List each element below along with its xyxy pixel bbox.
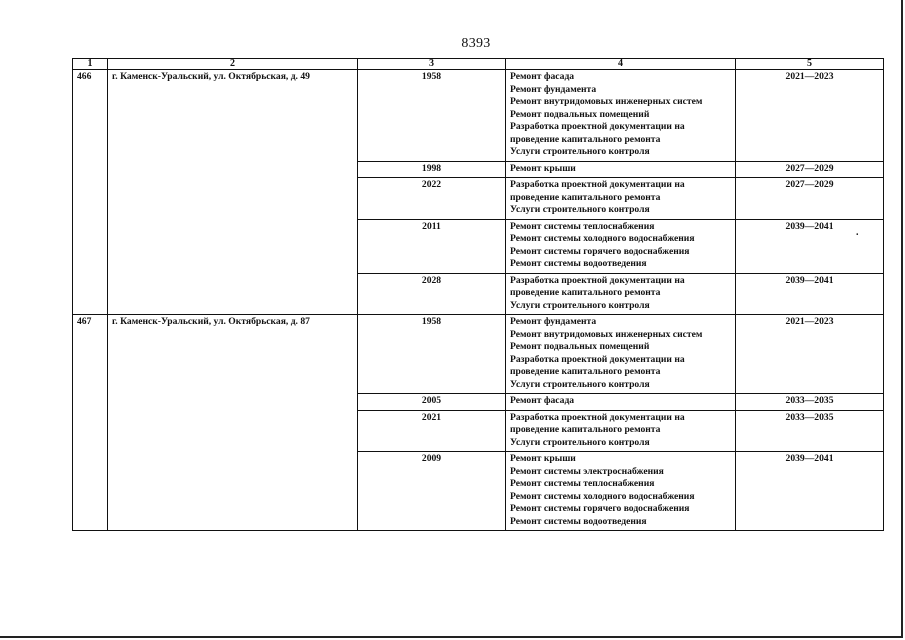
entry-works xyxy=(506,161,736,178)
entry-year: 1958 xyxy=(358,315,506,394)
table-body xyxy=(73,70,884,531)
work-item: проведение капитального ремонта xyxy=(510,287,661,298)
entry-year: 2011 xyxy=(358,219,506,273)
entry-works xyxy=(506,219,736,273)
entry-period: 2021—2023 xyxy=(736,70,884,162)
work-item: Услуги строительного контроля xyxy=(510,299,650,311)
entry-period: 2039—2041 xyxy=(736,273,884,315)
entry-works xyxy=(506,410,736,452)
entry-works xyxy=(506,452,736,531)
entry-works xyxy=(506,70,736,162)
entry-period: 2021—2023 xyxy=(736,315,884,394)
column-header-1: 1 xyxy=(73,59,108,70)
entry-year: 2021 xyxy=(358,410,506,452)
work-item: Ремонт фундамента xyxy=(510,83,597,95)
page-number: 8393 xyxy=(461,36,491,51)
entry-period: 2027—2029 xyxy=(736,161,884,178)
work-item: проведение капитального ремонта xyxy=(510,366,661,377)
entry-period: 2039—2041 xyxy=(736,452,884,531)
record-number: 466 xyxy=(73,70,108,315)
work-item: Ремонт крыши xyxy=(510,162,576,174)
entry-works xyxy=(506,273,736,315)
work-item: Ремонт системы водоотведения xyxy=(510,515,647,527)
work-item: Услуги строительного контроля xyxy=(510,378,650,390)
column-header-3: 3 xyxy=(358,59,506,70)
entry-period: 2039—2041 xyxy=(736,219,884,273)
work-item: Ремонт системы холодного водоснабжения xyxy=(510,490,695,502)
work-item: Разработка проектной документации на xyxy=(510,353,685,365)
work-item: проведение капитального ремонта xyxy=(510,191,661,203)
table-row xyxy=(73,70,884,162)
work-item: Разработка проектной документации на xyxy=(510,121,685,132)
column-header-5: 5 xyxy=(736,59,884,70)
entry-year: 2022 xyxy=(358,178,506,220)
entry-year: 2028 xyxy=(358,273,506,315)
work-item: проведение капитального ремонта xyxy=(510,424,661,435)
work-item: Разработка проектной документации на xyxy=(510,274,685,286)
entry-period: 2033—2035 xyxy=(736,410,884,452)
work-item: Ремонт системы холодного водоснабжения xyxy=(510,233,695,244)
entry-period: 2027—2029 xyxy=(736,178,884,220)
record-address: г. Каменск-Уральский, ул. Октябрьская, д. 87 xyxy=(108,315,358,531)
header-row xyxy=(73,59,884,70)
work-item: Ремонт внутридомовых инженерных систем xyxy=(510,328,703,340)
work-item: Ремонт подвальных помещений xyxy=(510,108,650,120)
work-item: Ремонт внутридомовых инженерных систем xyxy=(510,96,703,107)
work-item: проведение капитального ремонта xyxy=(510,133,661,145)
entry-works xyxy=(506,394,736,411)
column-header-2: 2 xyxy=(108,59,358,70)
record-number: 467 xyxy=(73,315,108,531)
work-item: Ремонт системы теплоснабжения xyxy=(510,220,655,232)
work-item: Ремонт фундамента xyxy=(510,316,597,327)
work-item: Ремонт системы горячего водоснабжения xyxy=(510,245,690,257)
work-item: Ремонт системы горячего водоснабжения xyxy=(510,503,690,514)
entry-year: 2005 xyxy=(358,394,506,411)
entry-year: 2009 xyxy=(358,452,506,531)
entry-year: 1958 xyxy=(358,70,506,162)
work-item: Разработка проектной документации на xyxy=(510,179,685,190)
work-item: Ремонт системы электроснабжения xyxy=(510,465,664,477)
work-item: Услуги строительного контроля xyxy=(510,436,650,448)
entry-works xyxy=(506,315,736,394)
work-item: Услуги строительного контроля xyxy=(510,204,650,215)
record-address: г. Каменск-Уральский, ул. Октябрьская, д. 49 xyxy=(108,70,358,315)
work-item: Ремонт крыши xyxy=(510,453,576,464)
work-item: Ремонт системы водоотведения xyxy=(510,258,647,269)
table-row xyxy=(73,315,884,394)
stray-mark: . xyxy=(856,227,859,238)
work-item: Ремонт системы теплоснабжения xyxy=(510,478,655,489)
column-header-4: 4 xyxy=(506,59,736,70)
work-item: Ремонт подвальных помещений xyxy=(510,341,650,352)
capital-repair-table xyxy=(72,58,884,531)
entry-period: 2033—2035 xyxy=(736,394,884,411)
work-item: Ремонт фасада xyxy=(510,71,575,82)
work-item: Ремонт фасада xyxy=(510,395,575,406)
work-item: Разработка проектной документации на xyxy=(510,411,685,423)
work-item: Услуги строительного контроля xyxy=(510,146,650,157)
entry-works xyxy=(506,178,736,220)
entry-year: 1998 xyxy=(358,161,506,178)
